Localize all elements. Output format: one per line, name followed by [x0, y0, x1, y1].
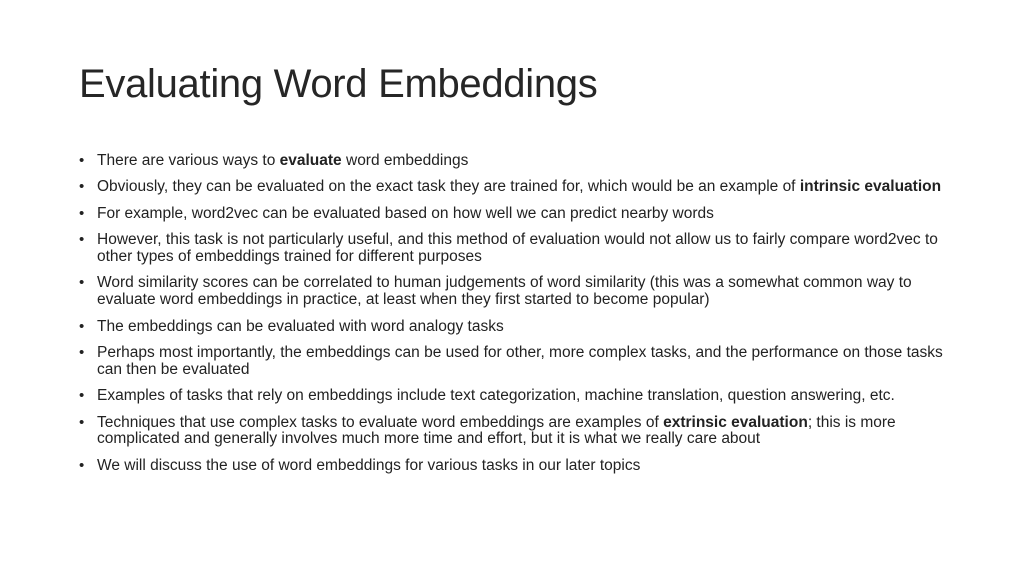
bullet-item	[79, 153, 959, 170]
bullet-item	[79, 206, 959, 223]
bullet-text: Examples of tasks that rely on embeddings include text categorization, machine translation, question answering, etc.	[97, 387, 895, 405]
bullet-bold-text: extrinsic evaluation	[663, 413, 808, 431]
bullet-item	[79, 345, 959, 379]
bullet-text: We will discuss the use of word embeddings for various tasks in our later topics	[97, 456, 641, 474]
bullet-list	[79, 153, 959, 484]
bullet-text: However, this task is not particularly useful, and this method of evaluation would not allow us to fairly compare word2vec to other types of embeddings trained for different purposes	[97, 231, 938, 265]
bullet-icon: •	[79, 152, 85, 169]
bullet-item	[79, 232, 959, 266]
bullet-item	[79, 275, 959, 309]
bullet-text: ; this is more complicated and generally involves much more time and effort, but it is what we really care about	[97, 413, 896, 448]
bullet-icon: •	[79, 274, 85, 292]
bullet-icon: •	[79, 204, 85, 222]
bullet-item	[79, 415, 959, 449]
bullet-icon: •	[79, 317, 85, 335]
slide-title: Evaluating Word Embeddings	[79, 62, 598, 106]
bullet-icon: •	[79, 343, 85, 361]
bullet-icon: •	[79, 413, 85, 431]
bullet-item	[79, 179, 959, 196]
bullet-text: There are various ways to	[97, 152, 280, 169]
bullet-icon: •	[79, 178, 85, 196]
bullet-icon: •	[79, 387, 85, 405]
bullet-item	[79, 319, 959, 336]
bullet-text: word embeddings	[341, 152, 469, 169]
bullet-item	[79, 458, 959, 475]
bullet-text: The embeddings can be evaluated with word analogy tasks	[97, 317, 504, 335]
bullet-bold-text: intrinsic evaluation	[799, 178, 942, 196]
bullet-text: Word similarity scores can be correlated to human judgements of word similarity (this was a somewhat common way to evaluate word embeddings in practice, at least when they first started to become popular)	[97, 274, 912, 309]
bullet-bold-text: evaluate	[279, 152, 342, 169]
bullet-text: Perhaps most importantly, the embeddings can be used for other, more complex tasks, and the performance on those tasks can then be evaluated	[97, 343, 943, 378]
bullet-icon: •	[79, 231, 85, 249]
bullet-icon: •	[79, 456, 85, 474]
bullet-text: Techniques that use complex tasks to evaluate word embeddings are examples of	[97, 413, 664, 431]
bullet-text: For example, word2vec can be evaluated based on how well we can predict nearby words	[97, 204, 714, 222]
bullet-item	[79, 388, 959, 405]
bullet-text: Obviously, they can be evaluated on the exact task they are trained for, which would be an example of	[97, 178, 800, 196]
